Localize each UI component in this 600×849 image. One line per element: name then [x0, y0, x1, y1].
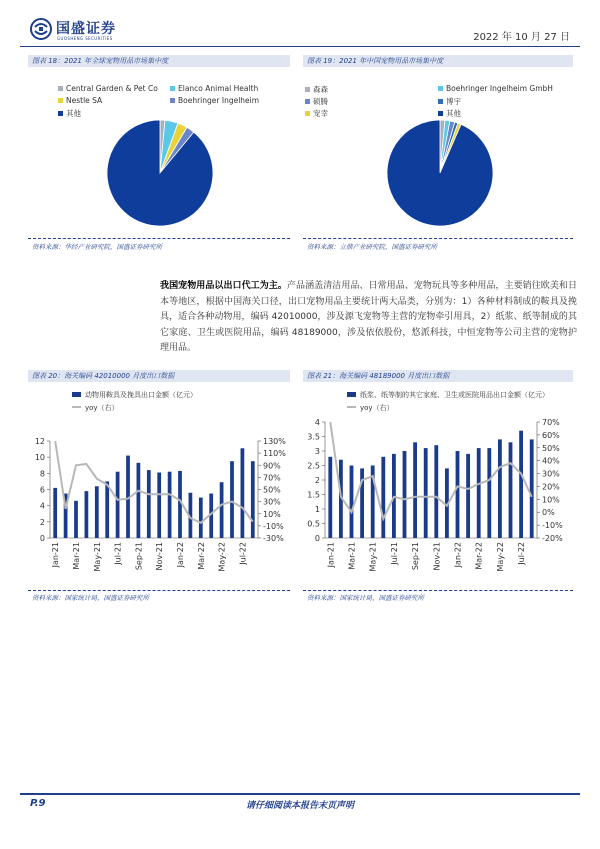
bar	[251, 461, 255, 538]
left-tick-label: 10	[34, 453, 45, 463]
bar	[230, 461, 234, 538]
left-tick-label: 12	[34, 437, 45, 446]
logo	[30, 16, 160, 44]
fig18-legend-4: 其他	[58, 108, 81, 119]
x-tick-label: Mar-22	[196, 542, 206, 570]
fig20-source: 资料来源：国家统计局，国盛证券研究所	[32, 594, 149, 602]
x-tick-label: Jan-21	[51, 542, 61, 568]
bar	[519, 431, 523, 538]
right-tick-label: 50%	[263, 485, 281, 495]
left-tick-label: 3.5	[307, 432, 320, 442]
fig18-source-rule	[28, 238, 290, 239]
bar	[105, 481, 109, 538]
x-tick-label: Sep-21	[134, 542, 144, 571]
x-tick-label: May-21	[368, 542, 378, 572]
left-tick-label: 0	[314, 534, 320, 543]
fig21-bar-chart	[303, 385, 573, 585]
legend-swatch	[58, 86, 63, 91]
fig21-source: 资料来源：国家统计局，国盛证券研究所	[307, 594, 424, 602]
left-tick-label: 0	[39, 534, 45, 543]
fig18-legend-1: Elanco Animal Health	[170, 84, 258, 93]
legend-swatch	[305, 111, 310, 116]
left-tick-label: 4	[39, 501, 45, 511]
bar	[434, 445, 438, 538]
x-tick-label: Mar-22	[474, 542, 484, 570]
report-date: 2022 年 10 月 27 日	[473, 32, 570, 43]
legend-swatch	[170, 86, 175, 91]
right-tick-label: 20%	[542, 482, 560, 492]
right-tick-label: 30%	[542, 469, 560, 479]
bar	[137, 463, 141, 538]
x-tick-label: Jan-21	[326, 542, 336, 568]
x-tick-label: Jul-21	[113, 542, 123, 565]
bar	[498, 439, 502, 538]
fig19-legend-0: 森森	[305, 84, 328, 95]
right-tick-label: 10%	[263, 509, 281, 519]
x-tick-label: Jul-22	[517, 542, 527, 565]
x-tick-label: Jan-22	[453, 542, 463, 568]
paragraph-lead: 我国宠物用品以出口代工为主。	[160, 281, 287, 291]
right-tick-label: 70%	[263, 473, 281, 483]
bar	[413, 442, 417, 538]
fig19-source-rule	[303, 238, 573, 239]
bar	[381, 457, 385, 538]
right-tick-label: 130%	[263, 437, 286, 446]
fig19-legend-5: 其他	[438, 108, 461, 119]
bar	[487, 448, 491, 538]
legend-swatch	[438, 86, 443, 91]
company-name: 国盛证券	[56, 21, 116, 37]
legend-line-label: yoy（右）	[85, 404, 119, 412]
legend-line-label: yoy（右）	[360, 404, 394, 412]
fig18-legend-3: Boehringer Ingelheim	[170, 96, 259, 105]
right-tick-label: 10%	[542, 495, 560, 505]
right-tick-label: 90%	[263, 461, 281, 471]
right-tick-label: -30%	[263, 534, 284, 543]
fig19-pie-chart	[385, 118, 495, 228]
x-tick-label: May-21	[92, 542, 102, 572]
fig18-source: 资料来源：华经产业研究院，国盛证券研究所	[32, 243, 162, 251]
x-tick-label: Sep-21	[411, 542, 421, 571]
bar	[157, 473, 161, 538]
legend-bar-swatch	[72, 392, 81, 397]
footer-rule	[20, 793, 580, 795]
right-tick-label: 60%	[542, 430, 560, 440]
fig19-legend-2: 硕腾	[305, 96, 328, 107]
legend-swatch	[170, 98, 175, 103]
legend-swatch	[438, 111, 443, 116]
page-number: P.9	[30, 798, 46, 809]
company-name-en: GUOSHENG SECURITIES	[57, 36, 113, 41]
legend-bar-swatch	[347, 392, 356, 397]
bar	[53, 488, 57, 538]
x-tick-label: Nov-21	[155, 542, 165, 571]
right-tick-label: -10%	[542, 521, 563, 531]
legend-swatch	[305, 87, 310, 92]
bar	[116, 472, 120, 538]
x-tick-label: May-22	[495, 542, 505, 572]
bar	[241, 448, 245, 538]
pie-slice	[387, 120, 493, 226]
right-tick-label: 110%	[263, 449, 286, 459]
right-tick-label: 40%	[542, 456, 560, 466]
left-tick-label: 3	[314, 447, 320, 456]
bar	[220, 482, 224, 538]
left-tick-label: 4	[314, 418, 320, 427]
x-tick-label: Jan-22	[176, 542, 185, 568]
bar	[147, 470, 151, 538]
legend-swatch	[305, 99, 310, 104]
legend-swatch	[58, 111, 63, 116]
logo-icon	[30, 18, 52, 40]
bar	[509, 442, 513, 538]
legend-swatch	[58, 98, 63, 103]
x-tick-label: Jul-22	[238, 542, 248, 565]
fig20-title: 图表 20：海关编码 42010000 月度出口数据	[28, 370, 290, 382]
left-tick-label: 1	[314, 505, 320, 514]
left-tick-label: 1.5	[307, 490, 320, 500]
left-tick-label: 0.5	[307, 519, 320, 529]
left-tick-label: 2.5	[307, 461, 320, 471]
fig18-legend-2: Nestle SA	[58, 96, 102, 105]
fig19-source: 资料来源：立鼎产业研究院，国盛证券研究所	[307, 243, 437, 251]
x-tick-label: Nov-21	[432, 542, 442, 571]
fig21-title: 图表 21：海关编码 48189000 月度出口数据	[303, 370, 573, 382]
right-tick-label: 0%	[542, 508, 555, 518]
right-tick-label: 50%	[542, 443, 560, 453]
footer-disclaimer: 请仔细阅读本报告末页声明	[245, 801, 354, 811]
bar	[350, 466, 354, 539]
fig20-source-rule	[28, 590, 290, 591]
bar	[168, 472, 172, 538]
x-tick-label: Mar-21	[72, 542, 81, 570]
bar	[95, 486, 99, 538]
fig18-pie-chart	[105, 118, 215, 228]
bar	[199, 498, 203, 538]
fig20-bar-chart	[28, 385, 292, 585]
left-tick-label: 6	[39, 485, 45, 495]
legend-bar-label: 动物用鞍具及挽具出口金额（亿元）	[85, 391, 197, 399]
bar	[403, 451, 407, 538]
right-tick-label: -10%	[263, 521, 284, 531]
bar	[424, 448, 428, 538]
x-tick-label: Jul-21	[389, 542, 399, 565]
right-tick-label: -20%	[542, 534, 563, 543]
fig19-legend-1: Boehringer Ingelheim GmbH	[438, 84, 553, 93]
fig21-source-rule	[303, 590, 573, 591]
bar	[466, 454, 470, 538]
fig18-legend-0: Central Garden & Pet Co	[58, 84, 158, 93]
bar	[477, 448, 481, 538]
x-tick-label: Mar-21	[347, 542, 357, 570]
bar	[456, 451, 460, 538]
pie-slice	[107, 120, 213, 226]
body-paragraph	[160, 279, 577, 357]
left-tick-label: 2	[314, 476, 320, 485]
header-rule	[20, 46, 580, 47]
x-tick-label: May-22	[217, 542, 227, 572]
bar	[74, 501, 78, 538]
bar	[328, 457, 332, 538]
fig19-legend-3: 博宇	[438, 96, 461, 107]
fig19-title: 图表 19：2021 年中国宠物用品市场集中度	[303, 55, 573, 67]
left-tick-label: 2	[39, 517, 45, 527]
legend-bar-label: 纸浆、纸等制的其它家庭、卫生或医院用品出口金额（亿元）	[360, 391, 549, 399]
fig18-title: 图表 18：2021 年全球宠物用品市场集中度	[28, 55, 290, 67]
right-tick-label: 70%	[542, 418, 560, 427]
right-tick-label: 30%	[263, 497, 281, 507]
legend-swatch	[438, 99, 443, 104]
bar	[530, 439, 534, 538]
bar	[85, 491, 89, 538]
left-tick-label: 8	[39, 469, 45, 479]
paragraph-body: 产品涵盖清洁用品、日常用品、宠物玩具等多种用品，主要销往欧美和日本等地区，根据中国海关口径，出口宠物用品主要统计两大品类，分别为：1）各种材料制成的鞍具及挽具，适合各种动物用，编码 42010000，涉及源飞宠物等主营的宠物牵引用具，2）纸浆、纸等制成的其它家庭、卫生或医院用品，编码 48189000，涉及依依股份，悠派科技，中恒宠物等公司主营的宠物护理用品。	[160, 281, 577, 353]
fig19-legend-4: 宠幸	[305, 108, 328, 119]
